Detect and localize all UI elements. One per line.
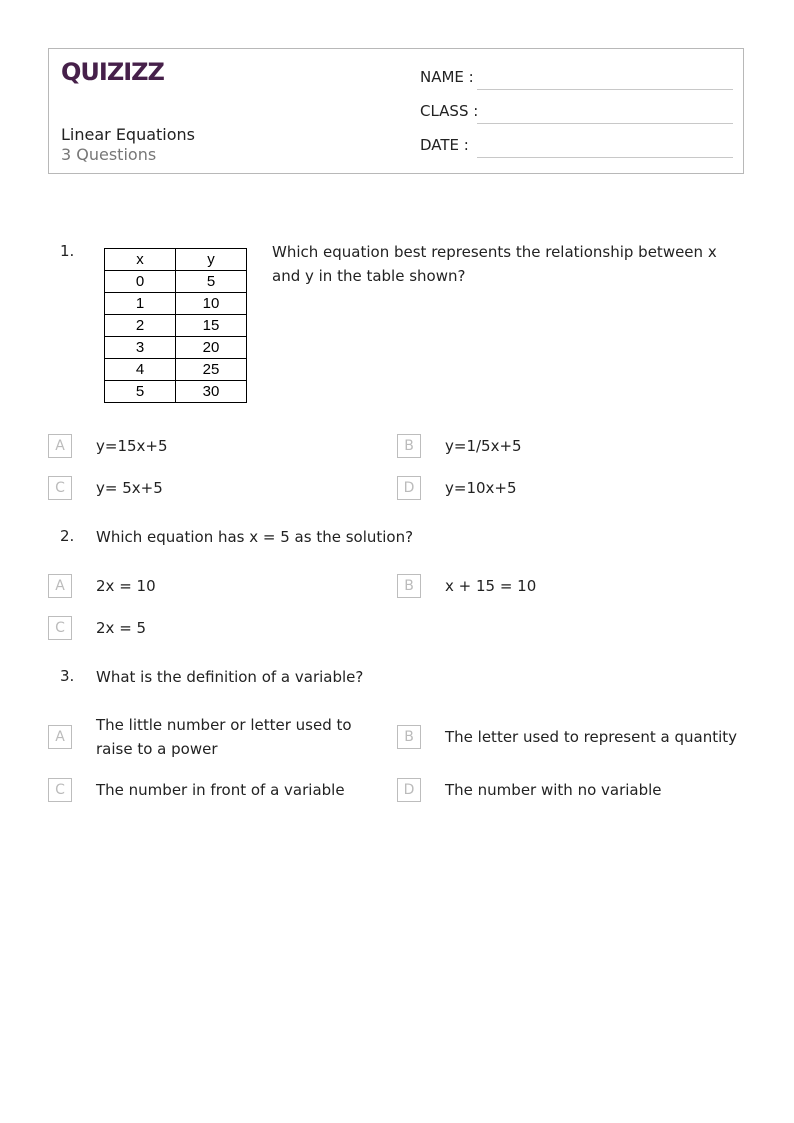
q3-option-c-text: The number in front of a variable [96,781,345,799]
table-row [105,271,247,293]
q3-option-d-text: The number with no variable [445,781,662,799]
question-2-number: 2. [60,527,75,545]
table-cell: 5 [105,381,176,403]
q2-option-b-box[interactable]: B [397,574,421,598]
question-1-text: Which equation best represents the relationship between x and y in the table shown? [272,243,717,285]
q1-option-c-box[interactable]: C [48,476,72,500]
table-cell: 5 [176,271,247,293]
quizizz-logo: QUIZIZZ [61,58,164,86]
table-cell: 1 [105,293,176,315]
question-2-text: Which equation has x = 5 as the solution? [96,528,414,546]
q2-option-b-text: x + 15 = 10 [445,577,537,595]
table-header-x: x [105,249,176,271]
q1-option-b-text: y=1/5x+5 [445,437,522,455]
question-1-number: 1. [60,242,75,260]
table-cell: 25 [176,359,247,381]
date-field[interactable] [477,157,733,158]
table-row [105,381,247,403]
table-cell: 2 [105,315,176,337]
class-label: CLASS : [420,102,479,120]
question-count: 3 Questions [61,145,157,164]
table-cell: 20 [176,337,247,359]
q3-option-a-box[interactable]: A [48,725,72,749]
table-cell: 4 [105,359,176,381]
date-label: DATE : [420,136,469,154]
table-cell: 30 [176,381,247,403]
table-row [105,337,247,359]
q3-option-c-box[interactable]: C [48,778,72,802]
q1-option-a-text: y=15x+5 [96,437,168,455]
q1-option-c-text: y= 5x+5 [96,479,163,497]
table-header-row [105,249,247,271]
q3-option-a-text: The little number or letter used to raise to a power [96,716,352,758]
q2-option-c-box[interactable]: C [48,616,72,640]
xy-table [104,248,247,403]
table-row [105,315,247,337]
class-field[interactable] [477,123,733,124]
q2-option-c-text: 2x = 5 [96,619,147,637]
q1-option-d-text: y=10x+5 [445,479,517,497]
question-3-text: What is the definition of a variable? [96,668,364,686]
name-field[interactable] [477,89,733,90]
question-3-number: 3. [60,667,75,685]
q1-option-d-box[interactable]: D [397,476,421,500]
name-label: NAME : [420,68,474,86]
table-cell: 0 [105,271,176,293]
table-row [105,359,247,381]
worksheet-title: Linear Equations [61,125,196,144]
table-cell: 15 [176,315,247,337]
q1-option-b-box[interactable]: B [397,434,421,458]
table-cell: 10 [176,293,247,315]
table-cell: 3 [105,337,176,359]
q3-option-b-box[interactable]: B [397,725,421,749]
table-header-y: y [176,249,247,271]
q3-option-d-box[interactable]: D [397,778,421,802]
table-row [105,293,247,315]
q2-option-a-text: 2x = 10 [96,577,156,595]
q2-option-a-box[interactable]: A [48,574,72,598]
q3-option-b-text: The letter used to represent a quantity [445,728,738,746]
q1-option-a-box[interactable]: A [48,434,72,458]
